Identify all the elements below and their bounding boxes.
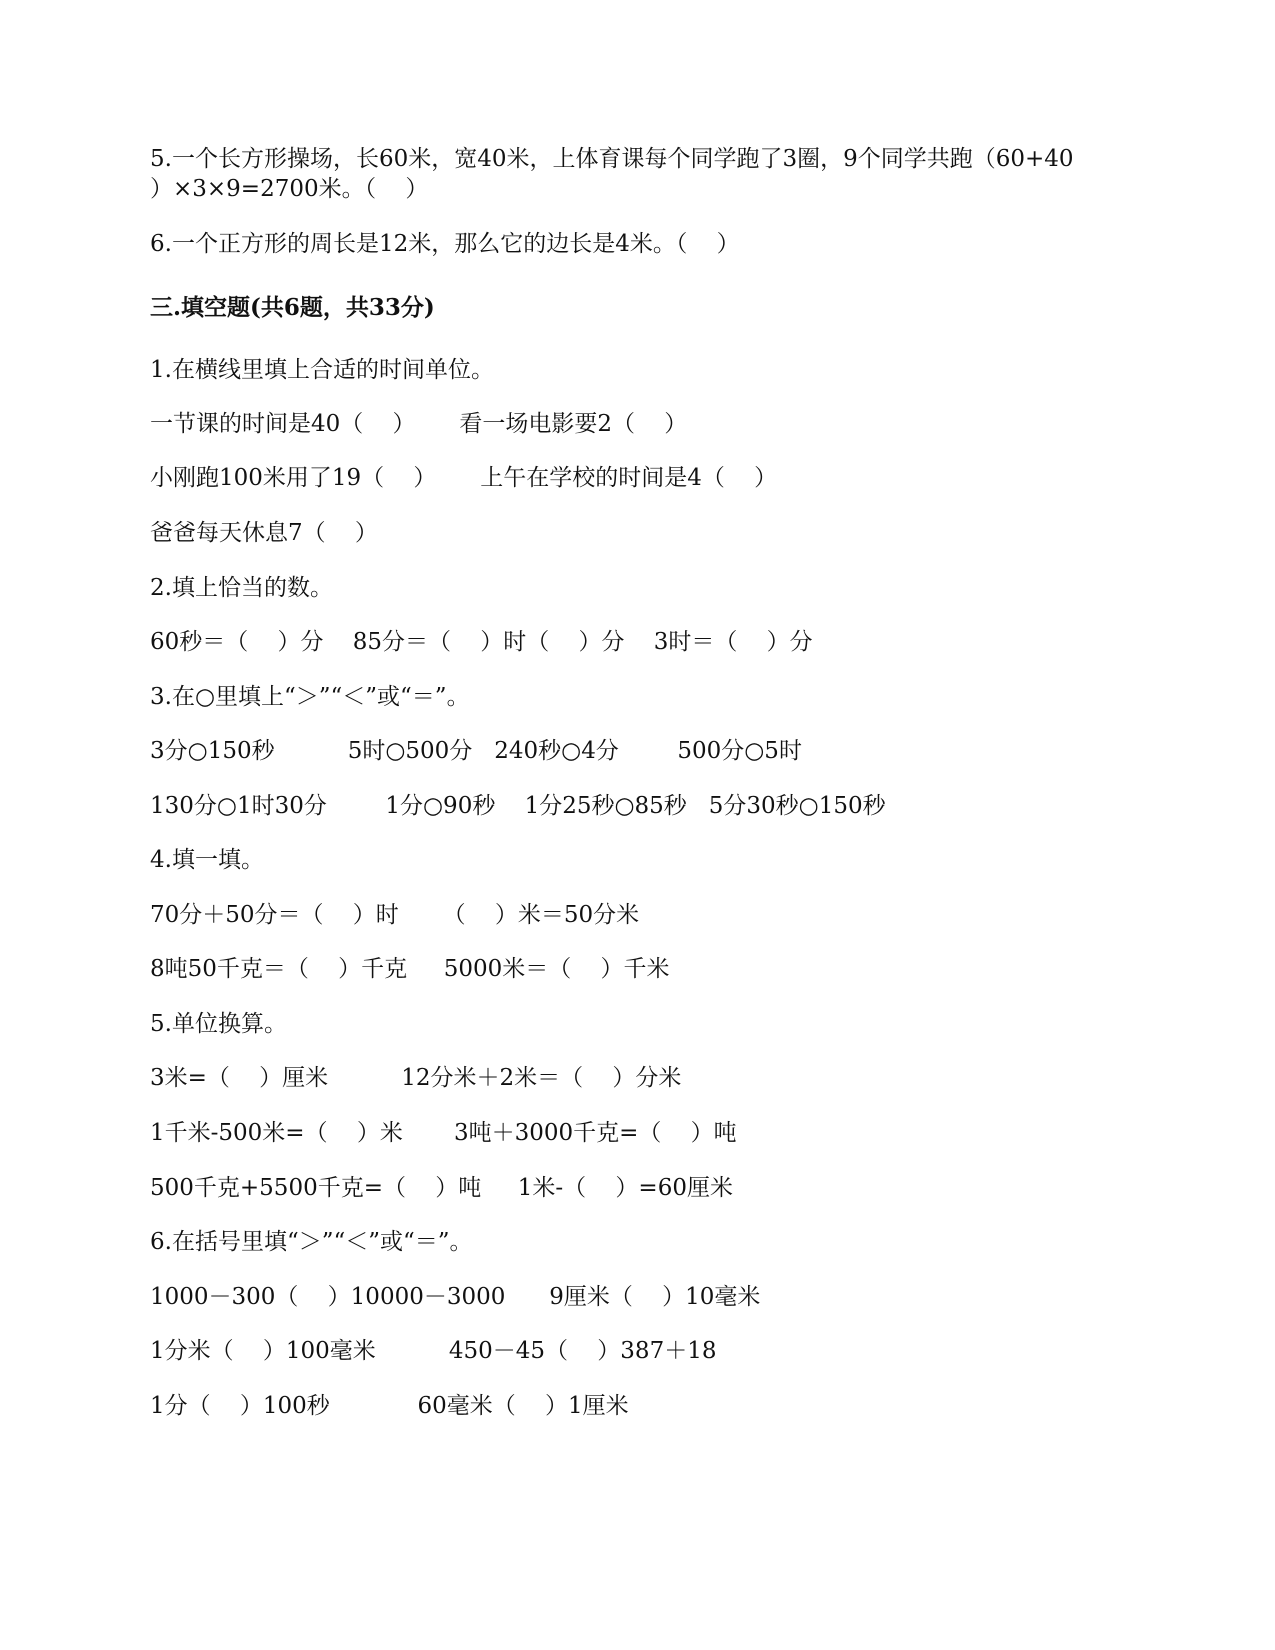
fill-q1-title: 1.在横线里填上合适的时间单位。 xyxy=(150,357,494,383)
fill-q5-title: 5.单位换算。 xyxy=(150,1011,287,1037)
fill-q5-line-3: 500千克+5500千克=（ ）吨 1米-（ ）=60厘米 xyxy=(150,1175,733,1201)
fill-q6-line-3: 1分（ ）100秒 60毫米（ ）1厘米 xyxy=(150,1393,629,1419)
fill-q1-line-3: 爸爸每天休息7（ ） xyxy=(150,520,378,546)
fill-q3-line-1: 3分○150秒 5时○500分 240秒○4分 500分○5时 xyxy=(150,738,802,764)
fill-q3-line-2: 130分○1时30分 1分○90秒 1分25秒○85秒 5分30秒○150秒 xyxy=(150,793,886,819)
fill-q3-title: 3.在○里填上“＞”“＜”或“＝”。 xyxy=(150,684,470,710)
fill-q6-title: 6.在括号里填“＞”“＜”或“＝”。 xyxy=(150,1229,473,1255)
section-3-heading: 三.填空题(共6题，共33分) xyxy=(150,294,435,321)
fill-q4-title: 4.填一填。 xyxy=(150,847,264,873)
fill-q2-title: 2.填上恰当的数。 xyxy=(150,575,333,601)
question-5-line-2: ）×3×9=2700米。（ ） xyxy=(150,176,429,202)
fill-q4-line-2: 8吨50千克＝（ ）千克 5000米＝（ ）千米 xyxy=(150,956,670,982)
fill-q5-line-2: 1千米-500米=（ ）米 3吨＋3000千克=（ ）吨 xyxy=(150,1120,737,1146)
question-6: 6.一个正方形的周长是12米，那么它的边长是4米。（ ） xyxy=(150,231,740,257)
fill-q6-line-2: 1分米（ ）100毫米 450－45（ ）387＋18 xyxy=(150,1338,717,1364)
fill-q2-line-1: 60秒＝（ ）分 85分＝（ ）时（ ）分 3时＝（ ）分 xyxy=(150,629,813,655)
fill-q1-line-1: 一节课的时间是40（ ） 看一场电影要2（ ） xyxy=(150,411,688,437)
question-5-line-1: 5.一个长方形操场，长60米，宽40米，上体育课每个同学跑了3圈，9个同学共跑（60+40 xyxy=(150,146,1074,172)
fill-q6-line-1: 1000－300（ ）10000－3000 9厘米（ ）10毫米 xyxy=(150,1284,761,1310)
fill-q4-line-1: 70分＋50分＝（ ）时 （ ）米＝50分米 xyxy=(150,902,640,928)
fill-q1-line-2: 小刚跑100米用了19（ ） 上午在学校的时间是4（ ） xyxy=(150,465,778,491)
fill-q5-line-1: 3米=（ ）厘米 12分米＋2米＝（ ）分米 xyxy=(150,1065,682,1091)
